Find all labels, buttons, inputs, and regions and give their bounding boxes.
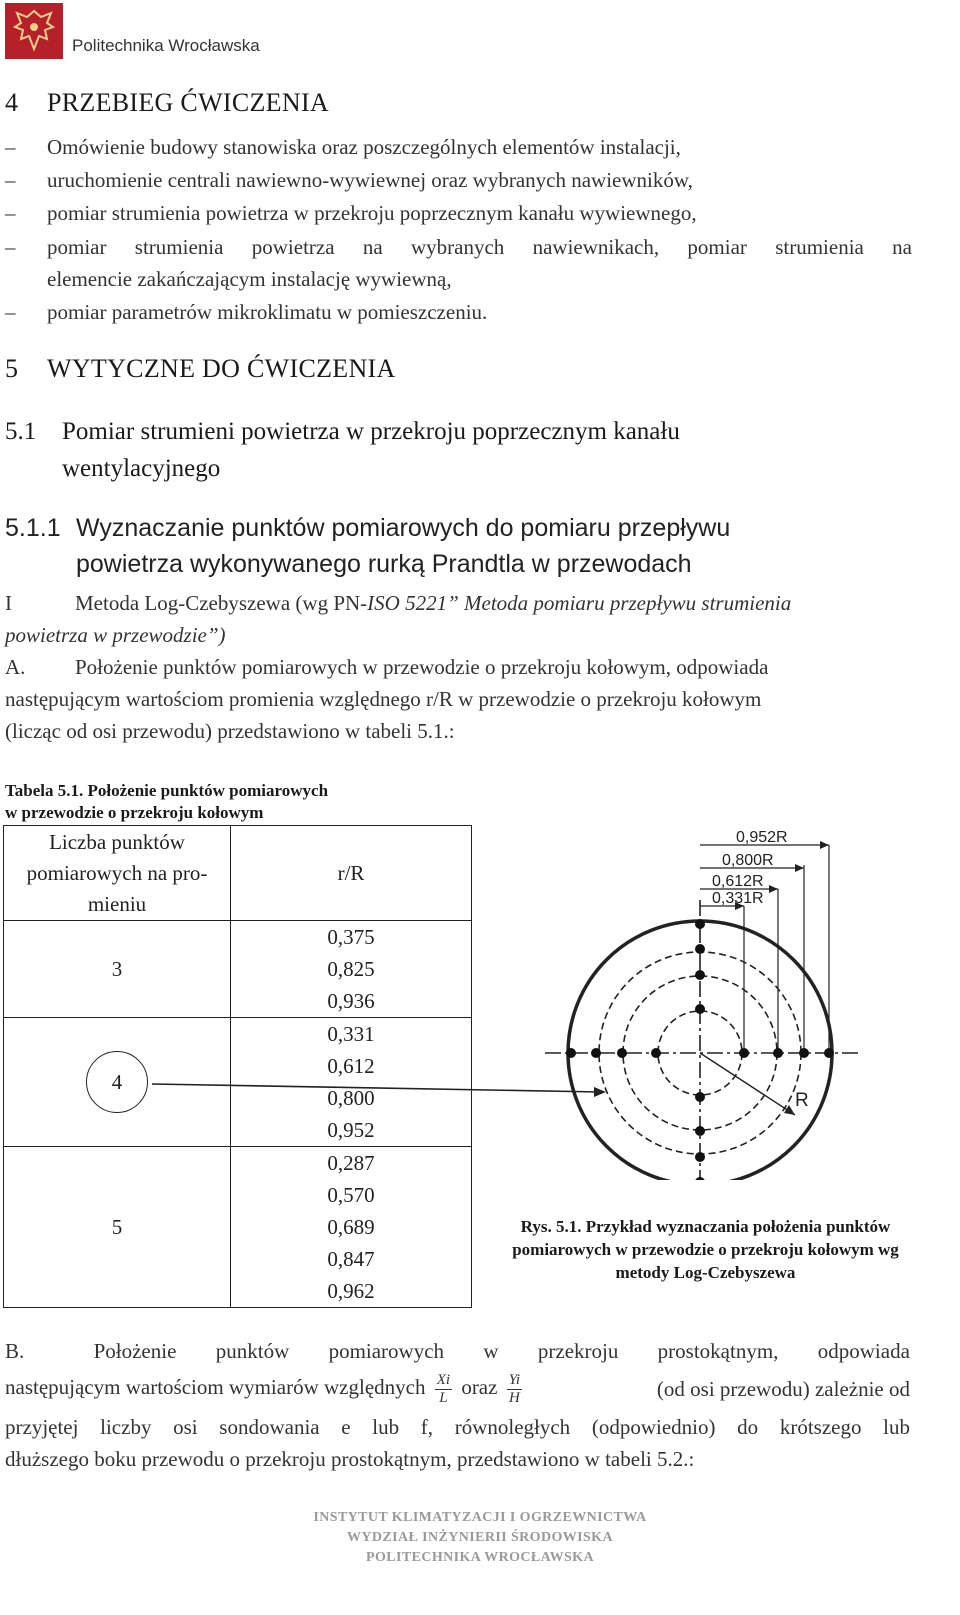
log-chebyshev-diagram [0, 820, 960, 1180]
section-5-1-1-heading [5, 510, 905, 582]
points-count-cell: 5 [4, 1147, 231, 1308]
measurement-point [695, 1092, 705, 1102]
ratio-values-cell: 0,375 0,825 0,936 [231, 921, 472, 1018]
dimension-label: 0,952R [736, 829, 788, 846]
measurement-point [695, 1004, 705, 1014]
section-title-line: Wyznaczanie punktów pomiarowych do pomiaru przepływu [76, 514, 731, 542]
arrowhead [795, 864, 804, 872]
paragraph-line: przyjętej liczby osi sondowania e lub f, równoległych (odpowiednio) do krótszego lub [5, 1415, 910, 1439]
measurement-point [695, 1126, 705, 1136]
radius-label: R [795, 1090, 809, 1111]
paragraph-line: B. Położenie punktów pomiarowych w przekroju prostokątnym, odpowiada [5, 1339, 910, 1363]
measurement-point [695, 944, 705, 954]
section-title-line: powietrza wykonywanego rurką Prandtla w przewodach [76, 550, 692, 578]
measurement-point [739, 1048, 749, 1058]
paragraph-label: A. [5, 655, 26, 679]
dimension-label: 0,331R [712, 890, 764, 907]
section-title: WYTYCZNE DO ĆWICZENIA [47, 354, 396, 383]
measurement-point [799, 1048, 809, 1058]
paragraph-b [5, 1335, 910, 1475]
paragraph-a: A. Położenie punktów pomiarowych w przewodzie o przekroju kołowym, odpowiada następującym wartościom promienia względnego r/R w przewodzie o przekroju kołowym (licząc od osi przewodu) przedstawiono w tabeli 5.1.: [5, 655, 769, 743]
fraction-yi-over-h: $\frac{Yi}{H}$ [508, 1371, 521, 1406]
measurement-point [566, 1048, 576, 1058]
eagle-icon [5, 3, 63, 59]
figure-caption: Rys. 5.1. Przykład wyznaczania położenia punktów pomiarowych w przewodzie o przekroju kołowym wg metody Log-Czebyszewa [512, 1217, 899, 1282]
dash-bullet: – [5, 135, 16, 159]
method-paragraph: I Metoda Log-Czebyszewa (wg PN-ISO 5221” Metoda pomiaru przepływu strumienia powietrza w przewodzie”) [5, 591, 792, 647]
dimension-label: 0,800R [722, 852, 774, 869]
arrowhead [769, 885, 778, 893]
measurement-point [824, 1048, 834, 1058]
measurement-point [591, 1048, 601, 1058]
university-name: Politechnika Wrocławska [72, 36, 260, 55]
section-number: 4 [5, 88, 19, 117]
points-count-cell: 3 [4, 921, 231, 1018]
paragraph-line: dłuższego boku przewodu o przekroju prostokątnym, przedstawiono w tabeli 5.2.: [5, 1447, 695, 1471]
section-5-heading [5, 354, 396, 384]
section-number: 5.1.1 [5, 514, 61, 542]
section-number: 5 [5, 354, 19, 383]
dimension-label: 0,612R [712, 873, 764, 890]
page-footer: INSTYTUT KLIMATYZACJI I OGRZEWNICTWA WYDZIAŁ INŻYNIERII ŚRODOWISKA POLITECHNIKA WROCŁAWSKA [313, 1510, 647, 1565]
pointer-arrow [152, 1084, 600, 1092]
table-caption: Tabela 5.1. Położenie punktów pomiarowych w przewodzie o przekroju kołowym [5, 781, 329, 822]
measurement-point [695, 1177, 705, 1180]
section-title-line: wentylacyjnego [62, 455, 221, 482]
university-logo [5, 3, 63, 59]
fraction-xi-over-l: $\frac{Xi}{L}$ [436, 1371, 451, 1406]
roman-numeral: I [5, 591, 12, 615]
table-header-cell: Liczba punktów pomiarowych na pro- mieniu [4, 826, 231, 921]
arrowhead [594, 1087, 606, 1097]
radius-line [700, 1053, 795, 1115]
dash-bullet: – [5, 201, 16, 225]
section-title-line: Pomiar strumieni powietrza w przekroju poprzecznym kanału [62, 418, 680, 445]
measurement-point [695, 970, 705, 980]
ratio-values-cell: 0,287 0,570 0,689 0,847 0,962 [231, 1147, 472, 1308]
arrowhead [820, 841, 829, 849]
measurement-point [773, 1048, 783, 1058]
measurement-point [617, 1048, 627, 1058]
section-number: 5.1 [5, 418, 37, 445]
highlight-circle: 4 [86, 1051, 148, 1113]
dash-bullet: – [5, 168, 16, 192]
section-title: PRZEBIEG ĆWICZENIA [47, 88, 329, 117]
ratio-values-cell: 0,331 0,612 0,800 0,952 [231, 1018, 472, 1147]
section-5-1-heading [5, 413, 905, 487]
paragraph-line: następującym wartościom wymiarów względnych $\frac{Xi}{L}$ oraz $\frac{Yi}{H}$ (od osi przewodu) zależnie od [5, 1371, 910, 1406]
table-header-cell: r/R [231, 826, 472, 921]
measurement-point [695, 919, 705, 929]
measurement-point [695, 1152, 705, 1162]
dash-bullet: – [5, 300, 16, 324]
measurement-point [651, 1048, 661, 1058]
dash-bullet: – [5, 235, 16, 259]
section-4-heading [5, 88, 329, 118]
